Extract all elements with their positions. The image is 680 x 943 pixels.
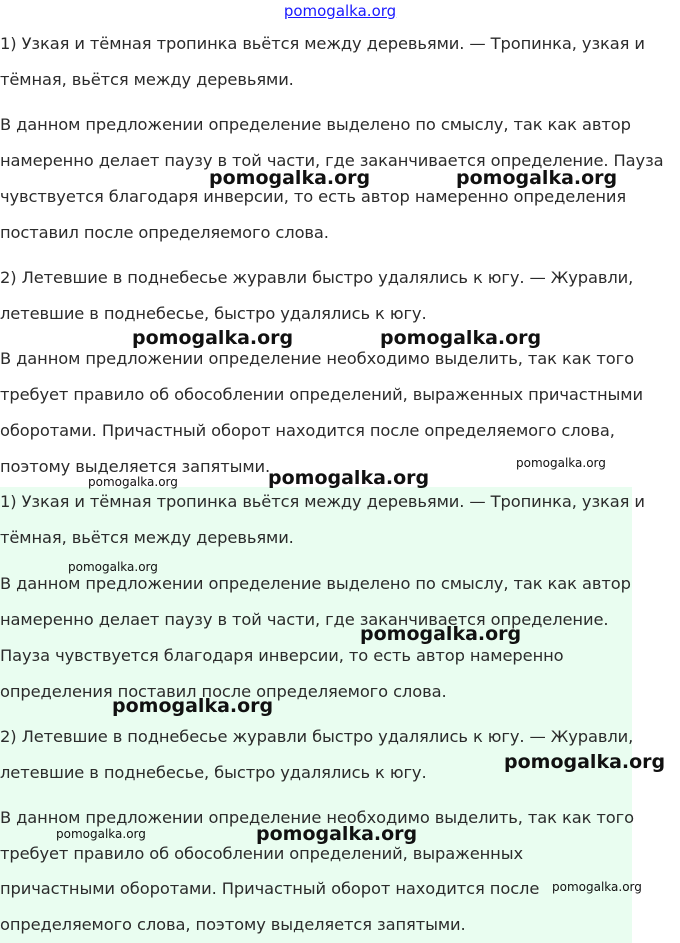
text-line: В данном предложении определение необходимо выделить, так как того — [0, 808, 634, 827]
text-line: 2) Летевшие в поднебесье журавли быстро удалялись к югу. — Журавли, — [0, 727, 634, 746]
watermark: pomogalka.org — [68, 560, 158, 574]
text-line: поставил после определяемого слова. — [0, 223, 329, 242]
text-line: 1) Узкая и тёмная тропинка вьётся между деревьями. — Тропинка, узкая и — [0, 34, 645, 53]
watermark: pomogalka.org — [268, 467, 430, 489]
text-line: намеренно делает паузу в той части, где заканчивается определение. Пауза — [0, 151, 664, 170]
text-line: Пауза чувствуется благодаря инверсии, то есть автор намеренно — [0, 646, 564, 665]
text-line: В данном предложении определение выделено по смыслу, так как автор — [0, 115, 631, 134]
text-line: поэтому выделяется запятыми. — [0, 457, 271, 476]
site-link[interactable]: pomogalka.org — [283, 2, 397, 20]
text-line: В данном предложении определение выделено по смыслу, так как автор — [0, 574, 631, 593]
watermark: pomogalka.org — [552, 880, 642, 894]
watermark: pomogalka.org — [456, 167, 618, 189]
watermark: pomogalka.org — [132, 327, 294, 349]
text-line: 2) Летевшие в поднебесье журавли быстро удалялись к югу. — Журавли, — [0, 268, 634, 287]
watermark: pomogalka.org — [380, 327, 542, 349]
watermark: pomogalka.org — [88, 475, 178, 489]
text-line: тёмная, вьётся между деревьями. — [0, 70, 294, 89]
watermark: pomogalka.org — [516, 456, 606, 470]
text-line: оборотами. Причастный оборот находится после определяемого слова, — [0, 421, 615, 440]
watermark: pomogalka.org — [56, 827, 146, 841]
watermark: pomogalka.org — [360, 623, 522, 645]
text-line: намеренно делает паузу в той части, где заканчивается определение. — [0, 610, 609, 629]
watermark: pomogalka.org — [256, 823, 418, 845]
text-line: чувствуется благодаря инверсии, то есть автор намеренно определения — [0, 187, 627, 206]
text-line: определения поставил после определяемого слова. — [0, 682, 447, 701]
text-line: летевшие в поднебесье, быстро удалялись к югу. — [0, 763, 427, 782]
text-line: определяемого слова, поэтому выделяется запятыми. — [0, 915, 466, 934]
text-line: 1) Узкая и тёмная тропинка вьётся между деревьями. — Тропинка, узкая и — [0, 492, 645, 511]
text-line: тёмная, вьётся между деревьями. — [0, 528, 294, 547]
text-line: требует правило об обособлении определений, выраженных причастными — [0, 385, 643, 404]
watermark: pomogalka.org — [209, 167, 371, 189]
watermark: pomogalka.org — [504, 751, 666, 773]
text-line: летевшие в поднебесье, быстро удалялись к югу. — [0, 304, 427, 323]
watermark: pomogalka.org — [112, 695, 274, 717]
text-line: причастными оборотами. Причастный оборот находится после — [0, 879, 540, 898]
text-line: требует правило об обособлении определений, выраженных — [0, 844, 524, 863]
text-line: В данном предложении определение необходимо выделить, так как того — [0, 349, 634, 368]
